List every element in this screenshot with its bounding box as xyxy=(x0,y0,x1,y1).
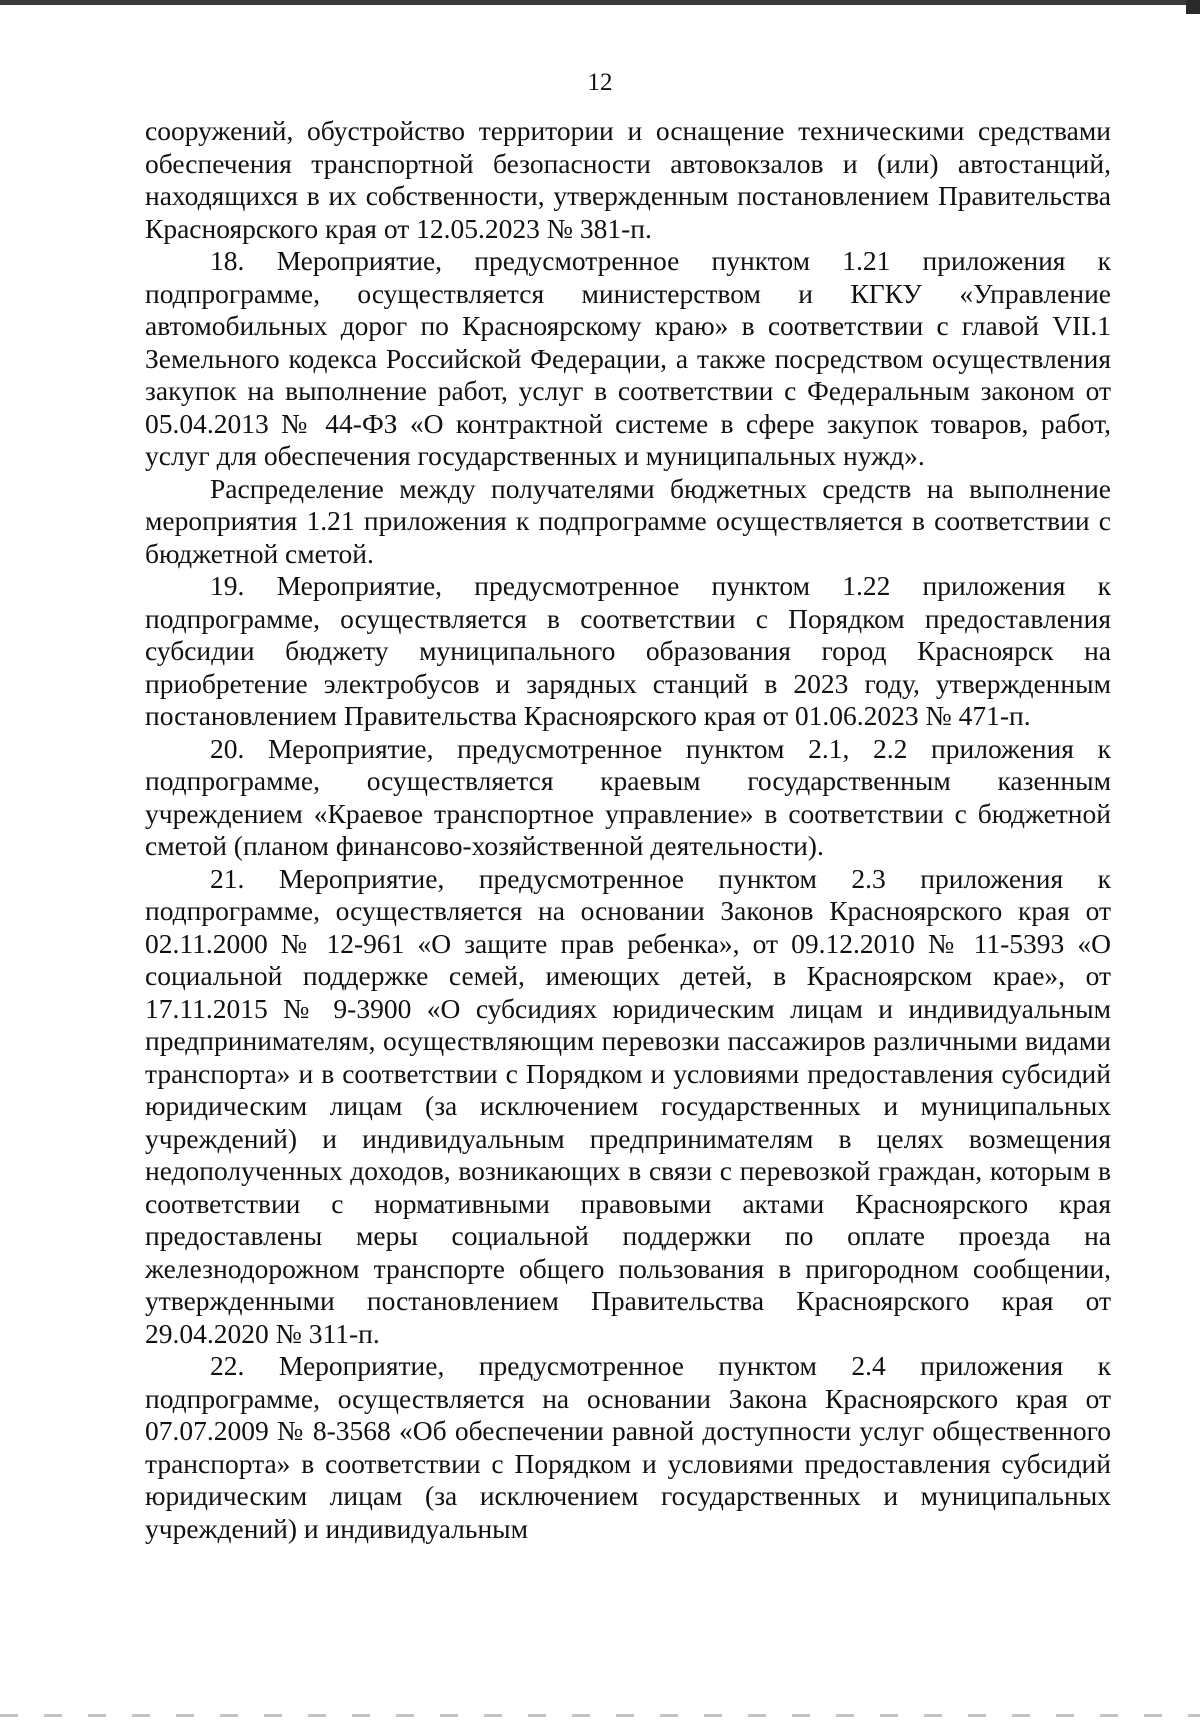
paragraph-item-18: 18. Мероприятие, предусмотренное пунктом 1.21 приложения к подпрограмме, осуществляется министерством и КГКУ «Управление автомобильных дорог по Красноярскому краю» в соответствии с главой VII.1 Земельного кодекса Российской Федерации, а также посредством осуществления закупок на выполнение работ, услуг в соответствии с Федеральным законом от 05.04.2013 № 44-ФЗ «О контрактной системе в сфере закупок товаров, работ, услуг для обеспечения государственных и муниципальных нужд». xyxy=(145,245,1111,471)
document-body xyxy=(145,115,1111,1545)
scan-edge-top xyxy=(0,0,1200,5)
paragraph-item-20: 20. Мероприятие, предусмотренное пунктом 2.1, 2.2 приложения к подпрограмме, осуществляется краевым государственным казенным учреждением «Краевое транспортное управление» в соответствии с бюджетной сметой (планом финансово-хозяйственной деятельности). xyxy=(145,732,1111,861)
scan-edge-corner xyxy=(1186,0,1200,14)
paragraph-budget-distribution: Распределение между получателями бюджетных средств на выполнение мероприятия 1.21 приложения к подпрограмме осуществляется в соответствии с бюджетной сметой. xyxy=(145,472,1111,569)
page-number: 12 xyxy=(587,69,613,96)
paragraph-item-22: 22. Мероприятие, предусмотренное пунктом 2.4 приложения к подпрограмме, осуществляется на основании Закона Красноярского края от 07.07.2009 № 8-3568 «Об обеспечении равной доступности услуг общественного транспорта» в соответствии с Порядком и условиями предоставления субсидий юридическим лицам (за исключением государственных и муниципальных учреждений) и индивидуальным xyxy=(145,1350,1111,1544)
paragraph-item-21: 21. Мероприятие, предусмотренное пунктом 2.3 приложения к подпрограмме, осуществляется на основании Законов Красноярского края от 02.11.2000 № 12-961 «О защите прав ребенка», от 09.12.2010 № 11-5393 «О социальной поддержке семей, имеющих детей, в Красноярском крае», от 17.11.2015 № 9-3900 «О субсидиях юридическим лицам и индивидуальным предпринимателям, осуществляющим перевозки пассажиров различными видами транспорта» и в соответствии с Порядком и условиями предоставления субсидий юридическим лицам (за исключением государственных и муниципальных учреждений) и индивидуальным предпринимателям в целях возмещения недополученных доходов, возникающих в связи с перевозкой граждан, которым в соответствии с нормативными правовыми актами Красноярского края предоставлены меры социальной поддержки по оплате проезда на железнодорожном транспорте общего пользования в пригородном сообщении, утвержденными постановлением Правительства Красноярского края от 29.04.2020 № 311-п. xyxy=(145,862,1111,1349)
paragraph-continuation: сооружений, обустройство территории и оснащение техническими средствами обеспечения транспортной безопасности автовокзалов и (или) автостанций, находящихся в их собственности, утвержденным постановлением Правительства Красноярского края от 12.05.2023 № 381-п. xyxy=(145,115,1111,244)
paragraph-item-19: 19. Мероприятие, предусмотренное пунктом 1.22 приложения к подпрограмме, осуществляется в соответствии с Порядком предоставления субсидии бюджету муниципального образования город Красноярск на приобретение электробусов и зарядных станций в 2023 году, утвержденным постановлением Правительства Красноярского края от 01.06.2023 № 471-п. xyxy=(145,570,1111,731)
scan-edge-bottom xyxy=(0,1714,1200,1717)
